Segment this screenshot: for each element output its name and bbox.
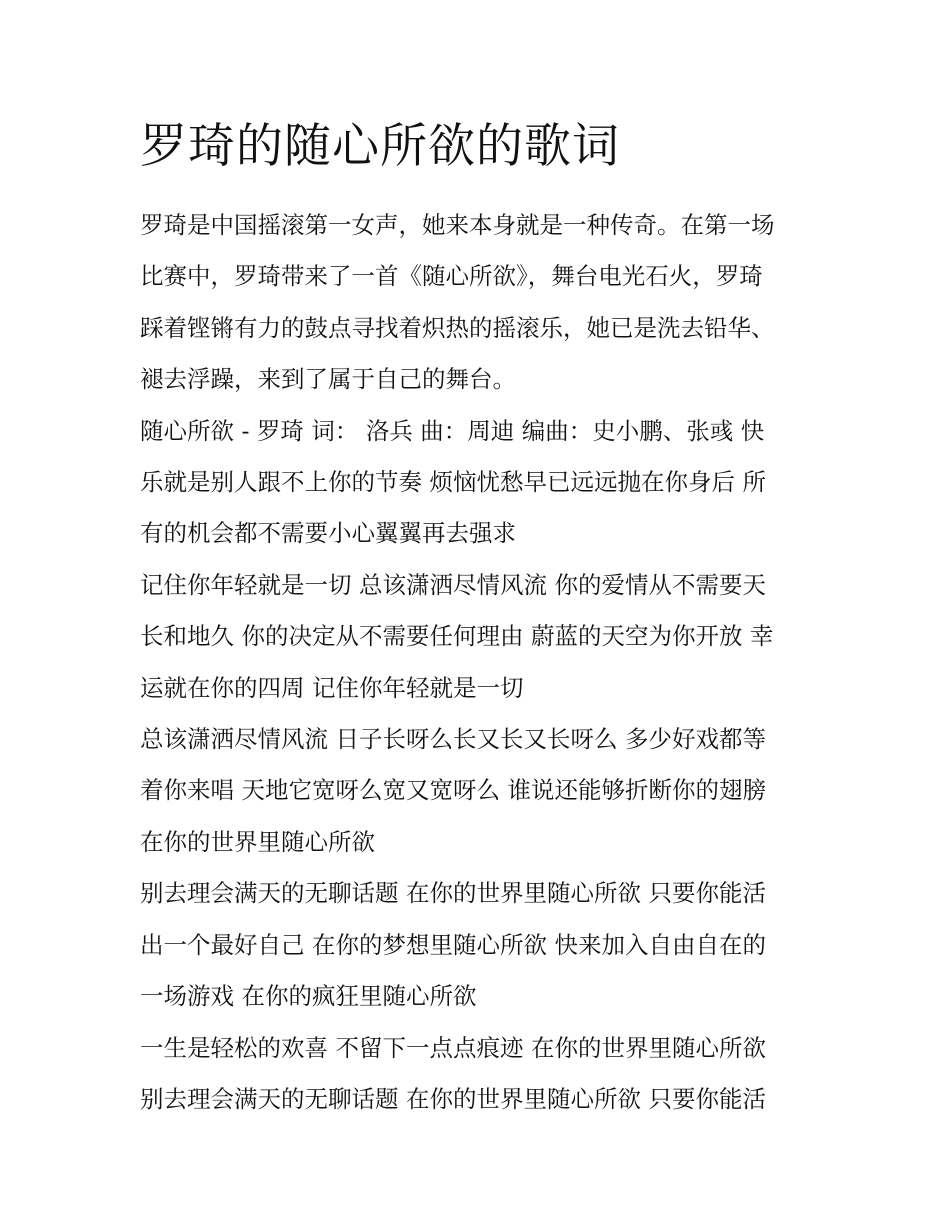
page-title: 罗琦的随心所欲的歌词 (140, 119, 620, 174)
lyrics-body (140, 200, 812, 1125)
text-line: 褪去浮躁，来到了属于自己的舞台。 (140, 365, 516, 394)
text-line: 总该潇洒尽情风流 日子长呀么长又长又长呀么 多少好戏都等 (140, 725, 766, 754)
text-line: 在你的世界里随心所欲 (140, 827, 375, 856)
text-line: 别去理会满天的无聊话题 在你的世界里随心所欲 只要你能活 (140, 1084, 766, 1113)
text-line: 运就在你的四周 记住你年轻就是一切 (140, 673, 524, 702)
text-line: 随心所欲 - 罗琦 词： 洛兵 曲：周迪 编曲：史小鹏、张彧 快 (140, 416, 765, 445)
text-line: 踩着铿锵有力的鼓点寻找着炽热的摇滚乐，她已是洗去铅华、 (140, 313, 775, 342)
text-line: 有的机会都不需要小心翼翼再去强求 (140, 519, 516, 548)
text-line: 长和地久 你的决定从不需要任何理由 蔚蓝的天空为你开放 幸 (140, 622, 774, 651)
text-line: 罗琦是中国摇滚第一女声，她来本身就是一种传奇。在第一场 (140, 211, 775, 239)
text-line: 出一个最好自己 在你的梦想里随心所欲 快来加入自由自在的 (140, 930, 766, 959)
text-line: 一生是轻松的欢喜 不留下一点点痕迹 在你的世界里随心所欲 (140, 1033, 766, 1062)
text-line: 乐就是别人跟不上你的节奏 烦恼忧愁早已远远抛在你身后 所 (140, 468, 766, 497)
text-line: 记住你年轻就是一切 总该潇洒尽情风流 你的爱情从不需要天 (140, 570, 766, 599)
text-line: 着你来唱 天地它宽呀么宽又宽呀么 谁说还能够折断你的翅膀 (140, 776, 766, 805)
text-line: 别去理会满天的无聊话题 在你的世界里随心所欲 只要你能活 (140, 879, 766, 908)
text-line: 比赛中，罗琦带来了一首《随心所欲》，舞台电光石火，罗琦 (140, 262, 763, 291)
text-line: 一场游戏 在你的疯狂里随心所欲 (140, 982, 477, 1011)
document-page (140, 112, 812, 1125)
